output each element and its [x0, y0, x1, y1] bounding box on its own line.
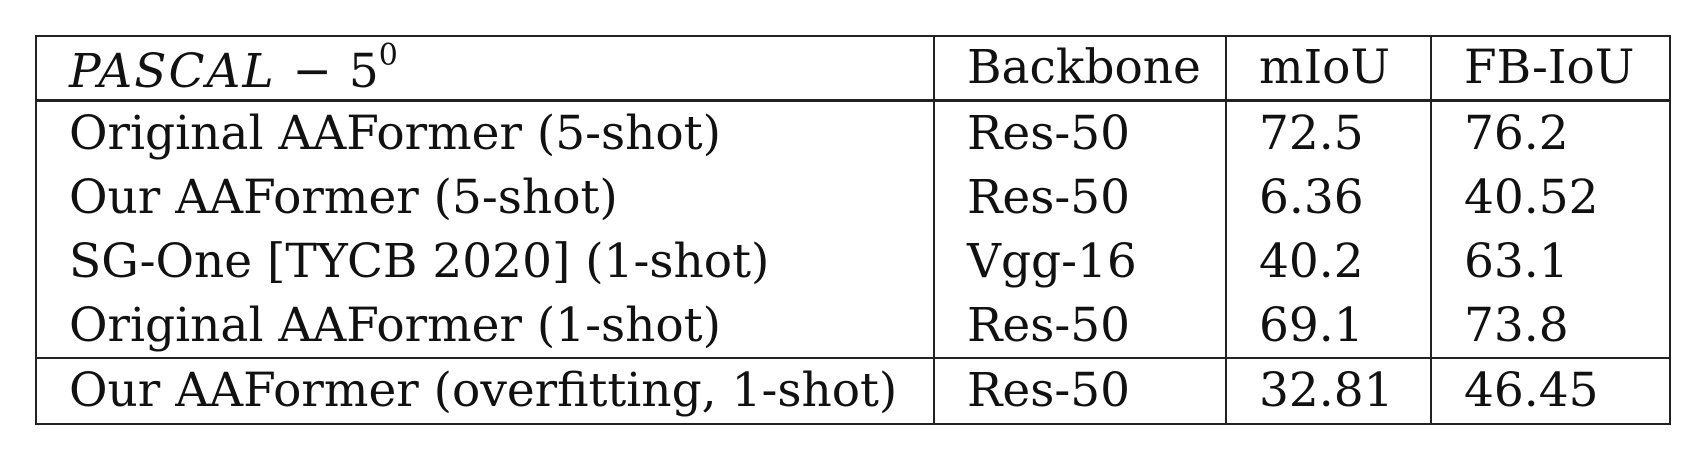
method-cell: Original AAFormer (1-shot) — [36, 294, 934, 358]
method-cell: SG-One [TYCB 2020] (1-shot) — [36, 230, 934, 294]
table-row — [36, 294, 1670, 358]
header-row — [36, 36, 1670, 100]
miou-cell: 72.5 — [1226, 100, 1431, 166]
backbone-cell: Res-50 — [934, 100, 1226, 166]
fbiou-cell: 76.2 — [1431, 100, 1670, 166]
method-cell: Our AAFormer (overfitting, 1-shot) — [36, 358, 934, 424]
backbone-header: Backbone — [934, 36, 1226, 100]
miou-cell: 6.36 — [1226, 166, 1431, 230]
table-body — [36, 100, 1670, 424]
table-row — [36, 166, 1670, 230]
miou-cell: 69.1 — [1226, 294, 1431, 358]
dataset-title: PASCAL − $5^0$ — [69, 37, 398, 99]
highlight-row — [36, 358, 1670, 424]
backbone-cell: Res-50 — [934, 358, 1226, 424]
fold-superscript: 0 — [378, 37, 398, 73]
miou-cell-bold: 32.81 — [1226, 358, 1431, 424]
fbiou-header: FB-IoU — [1431, 36, 1670, 100]
miou-header: mIoU — [1226, 36, 1431, 100]
backbone-cell: Res-50 — [934, 294, 1226, 358]
dataset-header — [36, 36, 934, 100]
backbone-cell: Res-50 — [934, 166, 1226, 230]
backbone-cell: Vgg-16 — [934, 230, 1226, 294]
fbiou-cell: 40.52 — [1431, 166, 1670, 230]
method-cell: Original AAFormer (5-shot) — [36, 100, 934, 166]
table-header — [36, 36, 1670, 100]
table-row — [36, 100, 1670, 166]
miou-cell: 40.2 — [1226, 230, 1431, 294]
results-table-container — [35, 35, 1669, 425]
fbiou-cell: 73.8 — [1431, 294, 1670, 358]
fbiou-cell: 63.1 — [1431, 230, 1670, 294]
table-row — [36, 230, 1670, 294]
method-cell: Our AAFormer (5-shot) — [36, 166, 934, 230]
results-table — [35, 35, 1671, 425]
fbiou-cell-bold: 46.45 — [1431, 358, 1670, 424]
